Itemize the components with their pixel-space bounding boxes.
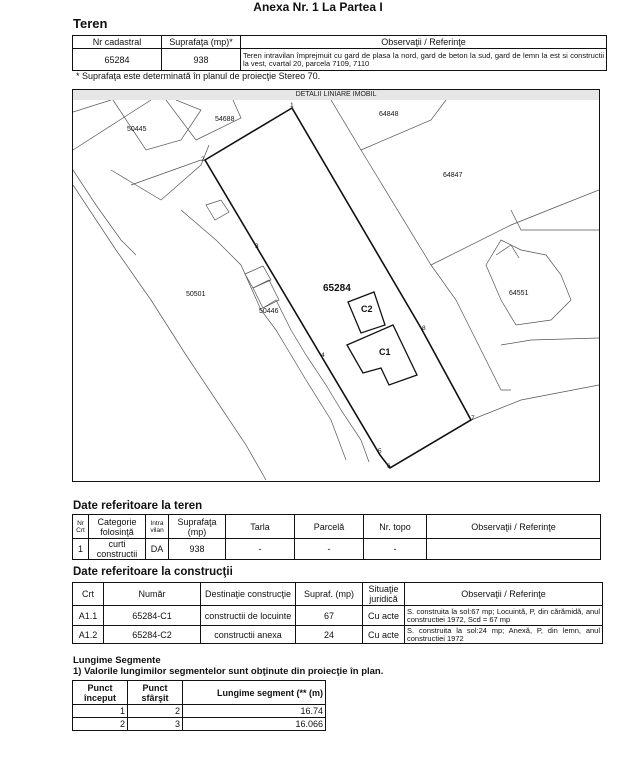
c-row2-dest: constructii anexa xyxy=(201,626,296,644)
dt-header-obs: Observaţii / Referinţe xyxy=(427,515,601,539)
c-row2-sit: Cu acte xyxy=(363,626,405,644)
building-label-c1: C1 xyxy=(379,347,391,357)
neighbor-label: 64551 xyxy=(509,290,529,297)
point-label: 8 xyxy=(422,325,426,332)
page-title: Anexa Nr. 1 La Partea I xyxy=(253,0,383,14)
point-label: 6 xyxy=(387,463,391,470)
teren-table xyxy=(72,35,607,71)
c-row2-supr: 24 xyxy=(296,626,363,644)
c-header-dest: Destinaţie construcţie xyxy=(201,583,296,606)
dt-header-nr: Nr Crt xyxy=(73,515,89,539)
dt-header-supr: Suprafaţa (mp) xyxy=(169,515,226,539)
c-row1-supr: 67 xyxy=(296,606,363,626)
building-label-c2: C2 xyxy=(361,304,373,314)
dt-parcela: - xyxy=(295,539,364,560)
point-label: 4 xyxy=(321,352,325,359)
constructii-title: Date referitoare la construcţii xyxy=(73,566,233,578)
dt-header-categorie: Categorie folosinţă xyxy=(89,515,146,539)
c-row2-crt: A1.2 xyxy=(73,626,104,644)
segmente-title: Lungime Segmente xyxy=(73,655,161,666)
neighbor-label: 50445 xyxy=(127,126,147,133)
neighbor-label: 50501 xyxy=(186,291,206,298)
c-header-sit: Situaţie juridică xyxy=(363,583,405,606)
dt-header-parcela: Parcelă xyxy=(295,515,364,539)
c-row1-numar: 65284-C1 xyxy=(104,606,201,626)
point-label: 5 xyxy=(378,448,382,455)
neighbor-label: 54688 xyxy=(215,116,235,123)
c-row2-numar: 65284-C2 xyxy=(104,626,201,644)
neighbor-label: 64847 xyxy=(443,172,463,179)
dt-topo: - xyxy=(364,539,427,560)
teren-header-obs: Observaţii / Referinţe xyxy=(241,36,607,49)
teren-suprafata: 938 xyxy=(162,49,241,71)
teren-note: * Suprafaţa este determinată în planul de proiecţie Stereo 70. xyxy=(76,71,321,81)
plan-frame xyxy=(72,89,600,482)
s-row1-end: 2 xyxy=(128,705,183,718)
dt-tarla: - xyxy=(226,539,295,560)
date-teren-table xyxy=(72,514,601,560)
c-header-numar: Număr xyxy=(104,583,201,606)
c-header-crt: Crt xyxy=(73,583,104,606)
teren-header-supr: Suprafaţa (mp)* xyxy=(162,36,241,49)
dt-supr: 938 xyxy=(169,539,226,560)
s-row1-len: 16.74 xyxy=(183,705,326,718)
point-label: 3 xyxy=(255,243,259,250)
plan-title: DETALII LINIARE IMOBIL xyxy=(73,90,599,100)
c-header-obs: Observaţii / Referinţe xyxy=(405,583,603,606)
point-label: 1 xyxy=(290,102,294,109)
dt-categorie: curti constructii xyxy=(89,539,146,560)
c-row2-obs: S. construita la sol:24 mp; Anexă, P, din lemn, anul constructiei 1972 xyxy=(405,626,603,644)
teren-observatii: Teren intravilan împrejmuit cu gard de plasa la nord, gard de beton la sud, gard de lemn la est si constructii la vest, cvartal 20, parcela 7109, 7110 xyxy=(241,49,607,71)
c-row1-dest: constructii de locuinte xyxy=(201,606,296,626)
s-row2-start: 2 xyxy=(73,718,128,731)
dt-header-intra: Intra vilan xyxy=(146,515,169,539)
s-row2-end: 3 xyxy=(128,718,183,731)
point-label: 2 xyxy=(201,156,205,163)
dt-header-tarla: Tarla xyxy=(226,515,295,539)
dt-intra: DA xyxy=(146,539,169,560)
point-label: 7 xyxy=(471,415,475,422)
teren-nr-cadastral: 65284 xyxy=(73,49,162,71)
c-row1-crt: A1.1 xyxy=(73,606,104,626)
teren-header-nr: Nr cadastral xyxy=(73,36,162,49)
constructii-table xyxy=(72,582,603,644)
segmente-subtitle: 1) Valorile lungimilor segmentelor sunt obţinute din proiecţie în plan. xyxy=(73,666,384,677)
s-row1-start: 1 xyxy=(73,705,128,718)
s-row2-len: 16.066 xyxy=(183,718,326,731)
s-header-end: Punct sfârşit xyxy=(128,681,183,705)
c-row1-sit: Cu acte xyxy=(363,606,405,626)
date-teren-title: Date referitoare la teren xyxy=(73,500,203,512)
dt-obs xyxy=(427,539,601,560)
dt-nr: 1 xyxy=(73,539,89,560)
s-header-start: Punct început xyxy=(73,681,128,705)
c-row1-obs: S. construita la sol:67 mp; Locuintă, P, din cărămidă, anul constructiei 1972, Scd = 67 mp xyxy=(405,606,603,626)
dt-header-topo: Nr. topo xyxy=(364,515,427,539)
segmente-table xyxy=(72,680,326,731)
teren-title: Teren xyxy=(73,16,108,31)
c-header-supr: Supraf. (mp) xyxy=(296,583,363,606)
parcel-label: 65284 xyxy=(323,283,351,294)
plan-drawing xyxy=(73,100,599,481)
neighbor-label: 64848 xyxy=(379,111,399,118)
neighbor-label: 50446 xyxy=(259,308,279,315)
s-header-len: Lungime segment (** (m) xyxy=(183,681,326,705)
